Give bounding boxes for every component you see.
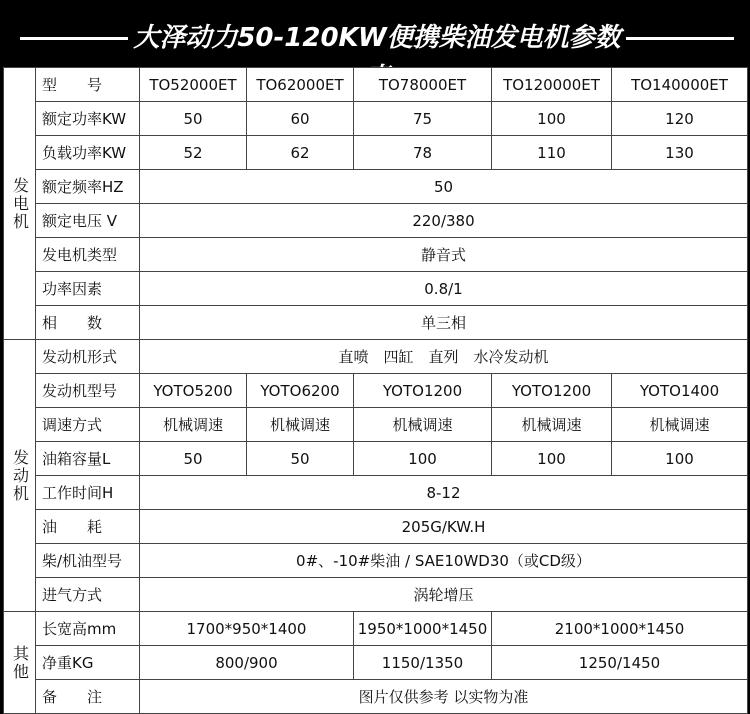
model-cell: TO78000ET: [354, 68, 492, 102]
row-load-power: [4, 136, 748, 170]
label-intake: 进气方式: [36, 578, 140, 612]
label-remark: 备 注: [36, 680, 140, 714]
label-work-time: 工作时间H: [36, 476, 140, 510]
row-tank: [4, 442, 748, 476]
group-other: 其他: [4, 612, 36, 714]
row-intake: [4, 578, 748, 612]
row-generator-type: [4, 238, 748, 272]
page-title: 大泽动力50-120KW便携柴油发电机参数: [133, 23, 621, 53]
model-cell: TO140000ET: [612, 68, 748, 102]
frequency-value: 50: [140, 170, 748, 204]
row-phase: [4, 306, 748, 340]
tank-cell: 100: [354, 442, 492, 476]
label-power-factor: 功率因素: [36, 272, 140, 306]
governor-cell: 机械调速: [354, 408, 492, 442]
group-generator: 发电机: [4, 68, 36, 340]
label-engine-form: 发动机形式: [36, 340, 140, 374]
generator-type-value: 静音式: [140, 238, 748, 272]
row-remark: [4, 680, 748, 714]
label-oil-type: 柴/机油型号: [36, 544, 140, 578]
remark-value: 图片仅供参考 以实物为准: [140, 680, 748, 714]
intake-value: 涡轮增压: [140, 578, 748, 612]
governor-cell: 机械调速: [247, 408, 354, 442]
governor-cell: 机械调速: [140, 408, 247, 442]
phase-value: 单三相: [140, 306, 748, 340]
label-dimensions: 长宽高mm: [36, 612, 140, 646]
tank-cell: 100: [612, 442, 748, 476]
group-engine: 发动机: [4, 340, 36, 612]
label-governor: 调速方式: [36, 408, 140, 442]
tank-cell: 100: [492, 442, 612, 476]
label-engine-model: 发动机型号: [36, 374, 140, 408]
row-oil-type: [4, 544, 748, 578]
rated-power-cell: 75: [354, 102, 492, 136]
tank-cell: 50: [140, 442, 247, 476]
load-power-cell: 62: [247, 136, 354, 170]
load-power-cell: 52: [140, 136, 247, 170]
header-divider-left: [20, 37, 128, 40]
rated-power-cell: 100: [492, 102, 612, 136]
engine-model-cell: YOTO1400: [612, 374, 748, 408]
load-power-cell: 130: [612, 136, 748, 170]
governor-cell: 机械调速: [492, 408, 612, 442]
rated-power-cell: 120: [612, 102, 748, 136]
engine-model-cell: YOTO6200: [247, 374, 354, 408]
row-governor: [4, 408, 748, 442]
engine-model-cell: YOTO5200: [140, 374, 247, 408]
row-frequency: [4, 170, 748, 204]
rated-power-cell: 50: [140, 102, 247, 136]
engine-model-cell: YOTO1200: [492, 374, 612, 408]
label-frequency: 额定频率HZ: [36, 170, 140, 204]
row-voltage: [4, 204, 748, 238]
label-phase: 相 数: [36, 306, 140, 340]
weight-cell: 800/900: [140, 646, 354, 680]
dimensions-cell: 1700*950*1400: [140, 612, 354, 646]
load-power-cell: 78: [354, 136, 492, 170]
row-dimensions: [4, 612, 748, 646]
row-work-time: [4, 476, 748, 510]
label-tank: 油箱容量L: [36, 442, 140, 476]
governor-cell: 机械调速: [612, 408, 748, 442]
dimensions-cell: 1950*1000*1450: [354, 612, 492, 646]
label-fuel-consumption: 油 耗: [36, 510, 140, 544]
label-load-power: 负载功率KW: [36, 136, 140, 170]
row-engine-model: [4, 374, 748, 408]
row-rated-power: [4, 102, 748, 136]
model-cell: TO62000ET: [247, 68, 354, 102]
engine-model-cell: YOTO1200: [354, 374, 492, 408]
load-power-cell: 110: [492, 136, 612, 170]
row-weight: [4, 646, 748, 680]
model-cell: TO120000ET: [492, 68, 612, 102]
model-cell: TO52000ET: [140, 68, 247, 102]
fuel-consumption-value: 205G/KW.H: [140, 510, 748, 544]
weight-cell: 1150/1350: [354, 646, 492, 680]
spec-sheet: [3, 67, 747, 714]
spec-table: [3, 67, 748, 714]
label-model: 型 号: [36, 68, 140, 102]
tank-cell: 50: [247, 442, 354, 476]
voltage-value: 220/380: [140, 204, 748, 238]
weight-cell: 1250/1450: [492, 646, 748, 680]
work-time-value: 8-12: [140, 476, 748, 510]
row-power-factor: [4, 272, 748, 306]
label-voltage: 额定电压 V: [36, 204, 140, 238]
label-weight: 净重KG: [36, 646, 140, 680]
oil-type-value: 0#、-10#柴油 / SAE10WD30（或CD级）: [140, 544, 748, 578]
header-divider-right: [626, 37, 734, 40]
label-rated-power: 额定功率KW: [36, 102, 140, 136]
row-model: [4, 68, 748, 102]
row-engine-form: [4, 340, 748, 374]
header-banner: [0, 0, 750, 66]
power-factor-value: 0.8/1: [140, 272, 748, 306]
row-fuel-consumption: [4, 510, 748, 544]
label-generator-type: 发电机类型: [36, 238, 140, 272]
engine-form-value: 直喷 四缸 直列 水冷发动机: [140, 340, 748, 374]
rated-power-cell: 60: [247, 102, 354, 136]
dimensions-cell: 2100*1000*1450: [492, 612, 748, 646]
